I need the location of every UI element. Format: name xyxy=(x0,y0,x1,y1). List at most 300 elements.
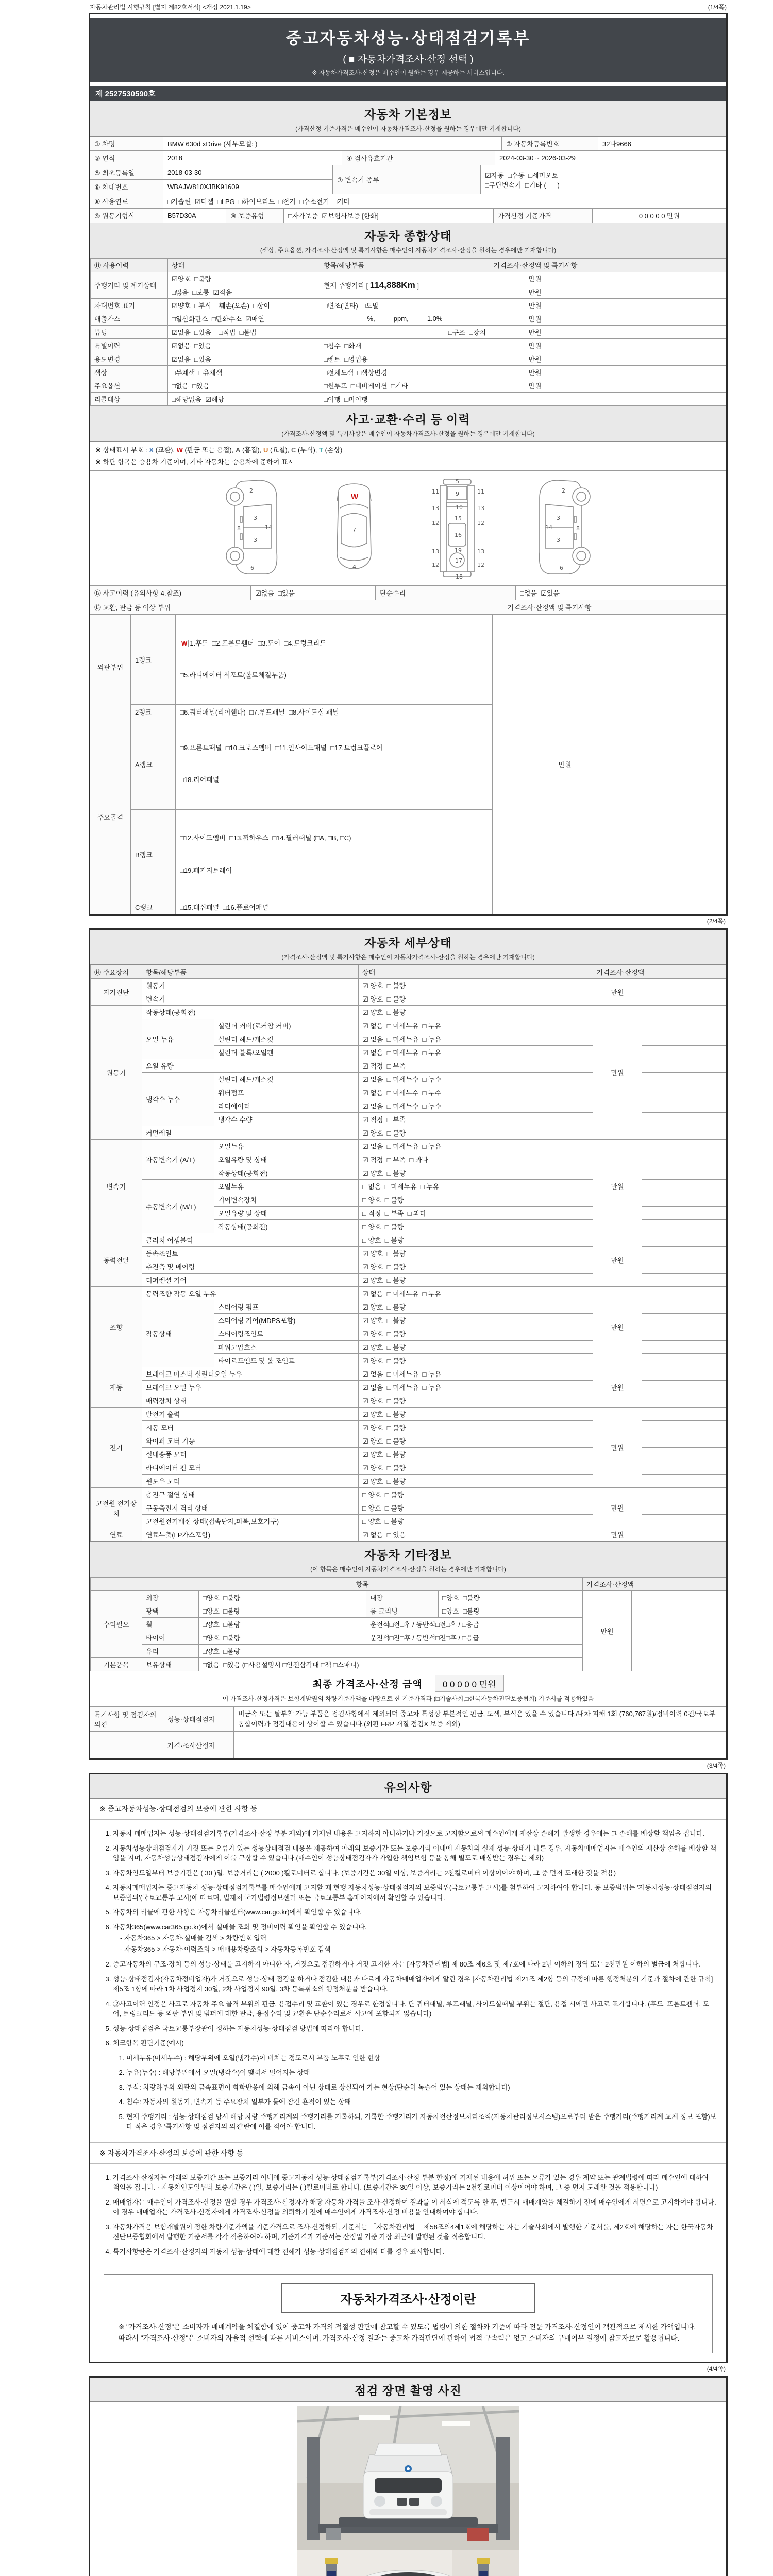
col-system: ⑭ 주요장치 xyxy=(91,965,142,979)
item-label: 구동축전지 격리 상태 xyxy=(142,1501,359,1515)
glass-label: 유리 xyxy=(142,1645,199,1658)
basic-info-subtitle: (가격산정 기준가격은 매수인이 자동차가격조사·산정을 원하는 경우에만 기재합니다) xyxy=(295,125,521,132)
part-number: 13 xyxy=(432,548,439,555)
car-damage-diagrams xyxy=(90,471,726,586)
table-header-row xyxy=(91,965,726,979)
color-label: 색상 xyxy=(91,366,168,379)
state-checkboxes: ☑ 없음 □ 있음 xyxy=(359,1528,593,1541)
item-label: 실린더 블록/오일팬 xyxy=(214,1046,359,1059)
rank-price-cell: 만원 xyxy=(492,615,637,914)
simple-repair-checkboxes: □없음 ☑있음 xyxy=(520,589,560,597)
rank-row xyxy=(90,719,492,914)
state-checkboxes: ☑ 양호 □ 불량 xyxy=(359,1274,593,1287)
price-cell: 만원 xyxy=(593,1488,642,1528)
notice-subitem: - 자동차365 > 자동차·실매물 검색 > 차량번호 입력 xyxy=(120,1934,267,1942)
part-number: 10 xyxy=(456,504,463,511)
document-note: ※ 자동차가격조사·산정은 매수인이 원하는 경우 제공하는 서비스입니다. xyxy=(312,69,505,76)
state-checkboxes: ☑ 양호 □ 불량 xyxy=(359,1434,593,1448)
legend-text: (부식), xyxy=(296,446,320,454)
document-title-band xyxy=(90,18,726,82)
diagram-note: ※ 하단 항목은 승용차 기준이며, 기타 자동차는 승용차에 준하여 표시 xyxy=(90,455,726,471)
reg-number-label: ② 자동차등록번호 xyxy=(502,137,598,150)
blank-cell xyxy=(642,1314,726,1327)
price-cell: 만원 xyxy=(593,979,642,1006)
blank-cell xyxy=(642,1394,726,1408)
price-cell: 만원 xyxy=(490,272,580,285)
special-notes-row-2 xyxy=(90,1732,726,1758)
photos-header xyxy=(90,2378,726,2402)
detail-state-header xyxy=(90,930,726,965)
rank1-items-line1: 1.후드 □2.프론트휀더 □3.도어 □4.트렁크리드 xyxy=(190,639,326,647)
item-label: 오일 유량 xyxy=(142,1059,359,1073)
item-label: 냉각수 수량 xyxy=(214,1113,359,1126)
criteria-list xyxy=(126,2053,717,2132)
criteria-item: 5. 현재 주행거리 : 성능·상태점검 당시 해당 차량 주행거리계의 주행거리를 기록하되, 기록한 주행거리가 자동차전산정보처리조직(자동차관리정보시스템)으로부터 받은 주행거리(주행거리계 교체 정보 포함)보다 적은 경우 '특기사항 및 점검자의 의견'란에 이를 적어야 합니다. xyxy=(126,2112,717,2132)
state-checkboxes: ☑ 양호 □ 불량 xyxy=(359,1327,593,1341)
item-label: 등속죠인트 xyxy=(142,1247,359,1260)
item-label: 발전기 출력 xyxy=(142,1408,359,1421)
notice-list-2 xyxy=(113,1959,717,2132)
tire-state: □양호 □불량 xyxy=(199,1631,366,1645)
holding-state-checkboxes: □없음 □있음 (□사용설명서 □안전삼각대 □잭 □스패너) xyxy=(199,1658,583,1671)
criteria-item: 2. 누유(누수) : 해당부위에서 오일(냉각수)이 맺혀서 떨어지는 상태 xyxy=(126,2067,717,2078)
detail-state-table xyxy=(90,965,726,1541)
part-number: 15 xyxy=(455,515,462,522)
item-label: 라디에이터 xyxy=(214,1099,359,1113)
accident-history-header xyxy=(90,406,726,442)
accident-flag-row xyxy=(90,586,726,600)
exchange-header-row xyxy=(90,600,726,615)
notice-item: 4. 자동차매매업자는 중고자동차 성능·상태점검기록부를 매수인에게 고지할 때 현행 자동차성능·상태점검자의 보증범위(국토교통부 고시)를 첨부하여 고지하여야 합니다. 동 보증범위는 '자동차성능·상태점검자의 보증범위'(국토교통부 고시)에 따르며, 법제처 국가법령정보센터 또는 국토교통부 홈페이지에서 확인할 수 있습니다. xyxy=(113,1883,717,1903)
part-number: 18 xyxy=(456,573,463,579)
item-label: 브레이크 마스터 실린더오일 누유 xyxy=(142,1367,359,1381)
part-number: 3 xyxy=(254,515,257,521)
emission-label: 배출가스 xyxy=(91,312,168,326)
table-row xyxy=(91,312,726,326)
frame-group-label: 주요골격 xyxy=(90,719,131,914)
blank-cell xyxy=(642,1073,726,1086)
item-label: 실린더 헤드/개스킷 xyxy=(214,1032,359,1046)
system-label: 제동 xyxy=(91,1367,142,1408)
state-checkboxes: ☑ 없음 □ 미세누유 □ 누유 xyxy=(359,1381,593,1394)
vin-label: ⑥ 차대번호 xyxy=(90,180,163,194)
state-checkboxes: ☑ 적정 □ 부족 xyxy=(359,1059,593,1073)
item-label: 오일누유 xyxy=(214,1140,359,1153)
blank-cell xyxy=(580,366,726,379)
part-number: 3 xyxy=(254,537,257,544)
model-year-label: ③ 연식 xyxy=(90,151,163,165)
photos-title: 점검 장면 촬영 사진 xyxy=(355,2384,462,2398)
item-label: 기어변속장치 xyxy=(214,1193,359,1207)
part-number: 12 xyxy=(477,562,484,568)
recall-label: 리콜대상 xyxy=(91,393,168,406)
basic-info-title: 자동차 기본정보 xyxy=(364,108,452,121)
part-number: 9 xyxy=(456,490,459,497)
table-row xyxy=(91,1140,726,1153)
blank-cell xyxy=(632,1591,726,1671)
item-label: 작동상태(공회전) xyxy=(214,1220,359,1233)
notice-header xyxy=(90,1774,726,1799)
tuning-item: □구조 □장치 xyxy=(320,326,490,339)
blank-cell xyxy=(580,352,726,366)
legend-text: ※ 상태표시 부호 : xyxy=(95,446,149,454)
blank-cell xyxy=(642,979,726,992)
transmission-label: ⑦ 변속기 종류 xyxy=(333,165,481,194)
inspector-label: 성능·상태점검자 xyxy=(163,1707,234,1731)
part-number: 5 xyxy=(456,478,459,485)
mileage-suffix: ] xyxy=(415,281,419,290)
part-number: 12 xyxy=(477,520,484,527)
tire-positions: 운전석□전□후 / 동반석□전□후 / □응급 xyxy=(366,1631,583,1645)
item-label: 변속기 xyxy=(142,992,359,1006)
special-history-item: □침수 □화재 xyxy=(320,339,490,352)
rankC-label: C랭크 xyxy=(131,900,176,914)
blank-cell xyxy=(642,1032,726,1046)
left-stack xyxy=(90,165,333,194)
state-checkboxes: ☑ 양호 □ 불량 xyxy=(359,1126,593,1140)
item-label: 커먼레일 xyxy=(142,1126,359,1140)
final-price-label: 최종 가격조사·산정 금액 xyxy=(312,1679,423,1690)
recall-item: □이행 □미이행 xyxy=(320,393,490,406)
state-checkboxes: ☑ 양호 □ 불량 xyxy=(359,1394,593,1408)
blank-cell xyxy=(642,1153,726,1166)
item-label: 원동기 xyxy=(142,979,359,992)
sub-group-label: 오일 누유 xyxy=(142,1019,214,1059)
state-checkboxes: ☑ 없음 □ 미세누유 □ 누유 xyxy=(359,1046,593,1059)
price-cell: 만원 xyxy=(490,326,580,339)
document-page xyxy=(89,0,728,2576)
special-history-state: ☑없음 □있음 xyxy=(168,339,320,352)
engine-type-value: B57D30A xyxy=(163,209,226,223)
notice-body-2 xyxy=(90,2164,726,2267)
criteria-item: 1. 미세누유(미세누수) : 해당부위에 오일(냉각수)이 비치는 정도로서 부품 노후로 인한 현상 xyxy=(126,2053,717,2063)
blank-cell xyxy=(580,285,726,299)
mileage-state-1: ☑양호 □불량 xyxy=(168,272,320,285)
table-row xyxy=(91,326,726,339)
blank-cell xyxy=(642,1327,726,1341)
price-cell: 만원 xyxy=(593,1140,642,1233)
part-number: 14 xyxy=(265,524,272,531)
options-item: □썬루프 □네비게이션 □기타 xyxy=(320,379,490,393)
page-marker-3: (3/4쪽) xyxy=(707,1762,726,1770)
part-number: 11 xyxy=(432,488,439,495)
holding-state-label: 보유상태 xyxy=(142,1658,199,1671)
basic-info-table xyxy=(90,137,726,223)
hood-weld-mark: W xyxy=(351,493,359,501)
model-year-value: 2018 xyxy=(163,151,342,165)
special-notes-row-1 xyxy=(90,1707,726,1732)
state-checkboxes: □ 양호 □ 불량 xyxy=(359,1488,593,1501)
table-row xyxy=(90,165,332,180)
state-checkboxes: ☑ 양호 □ 불량 xyxy=(359,1314,593,1327)
blank-cell xyxy=(642,1086,726,1099)
code-c: C xyxy=(291,446,296,454)
blank-cell xyxy=(642,1260,726,1274)
current-mileage xyxy=(320,272,490,299)
appraisal-definition-text: ※ "가격조사·산정"은 소비자가 매매계약을 체결함에 있어 중고차 가격의 적절성 판단에 참고할 수 있도록 법령에 의한 절차와 기준에 따라 전문 가격조사·산정인이 객관적으로 제시한 가액입니다. 따라서 "가격조사·산정"은 소비자의 자율적 선택에 따른 서비스이며, 가격조사·산정 결과는 중고차 가격판단에 관하여 법적 구속력은 없고 소비자의 구매여부 결정에 참고자료로 활용됩니다. xyxy=(119,2323,696,2342)
state-checkboxes: □ 양호 □ 불량 xyxy=(359,1501,593,1515)
appraiser-comment xyxy=(234,1732,726,1758)
final-price-value: 0 0 0 0 0 만원 xyxy=(435,1675,504,1692)
part-number: 14 xyxy=(545,524,552,531)
form-meta-line xyxy=(89,0,728,13)
rank-row xyxy=(131,719,492,809)
mileage-label: 주행거리 및 계기상태 xyxy=(91,272,168,299)
state-checkboxes: ☑ 적정 □ 부족 xyxy=(359,1113,593,1126)
item-label: 브레이크 오일 누유 xyxy=(142,1381,359,1394)
part-number: 2 xyxy=(249,487,253,494)
part-number: 13 xyxy=(477,505,484,512)
section-box-4 xyxy=(89,2376,728,2576)
code-t: T xyxy=(319,446,323,454)
blank-cell xyxy=(642,1501,726,1515)
state-checkboxes: ☑ 없음 □ 미세누유 □ 누유 xyxy=(359,1287,593,1300)
item-label: 실린더 커버(로커암 커버) xyxy=(214,1019,359,1032)
part-number: 8 xyxy=(237,525,241,532)
detail-state-subtitle: (가격조사·산정액 및 특기사항은 매수인이 자동차가격조사·산정을 원하는 경우에만 기재합니다) xyxy=(281,954,535,961)
rank-blank-cell xyxy=(637,615,726,914)
item-label: 실린더 헤드/개스킷 xyxy=(214,1073,359,1086)
table-row xyxy=(91,272,726,285)
rankB-label: B랭크 xyxy=(131,810,176,900)
part-number: 3 xyxy=(557,537,560,544)
part-number: 4 xyxy=(352,564,356,570)
usage-change-state: ☑없음 □있음 xyxy=(168,352,320,366)
item-label: 오일누유 xyxy=(214,1180,359,1193)
state-checkboxes: ☑ 없음 □ 미세누유 □ 누유 xyxy=(359,1140,593,1153)
table-header-row xyxy=(91,259,726,272)
basic-info-header xyxy=(90,101,726,137)
item-label: 연료누출(LP가스포함) xyxy=(142,1528,359,1541)
item-label: 스티어링 펌프 xyxy=(214,1300,359,1314)
price-cell: 만원 xyxy=(593,1528,642,1541)
table-row xyxy=(91,1528,726,1541)
overall-state-header xyxy=(90,223,726,258)
state-checkboxes: ☑ 양호 □ 불량 xyxy=(359,1341,593,1354)
appraisal-definition-title: 자동차가격조사·산정이란 xyxy=(281,2283,535,2313)
rank-row xyxy=(131,615,492,705)
table-row xyxy=(91,1591,726,1604)
polish-state: □양호 □불량 xyxy=(199,1604,366,1618)
reg-number-value: 32다9666 xyxy=(602,140,631,148)
other-info-table xyxy=(90,1577,726,1671)
rankC-items: □15.대쉬패널 □16.플로어패널 xyxy=(180,904,269,912)
blank-cell xyxy=(642,1180,726,1193)
price-notes-label: 가격조사·산정액 및 특기사항 xyxy=(503,600,726,614)
col-price: 가격조사·산정액 xyxy=(583,1578,726,1591)
legend-text: (교환), xyxy=(153,446,177,454)
state-checkboxes: □ 적정 □ 부족 □ 과다 xyxy=(359,1207,593,1220)
notice-item xyxy=(113,2038,717,2132)
divider xyxy=(90,14,726,18)
item-label: 라디에이터 팬 모터 xyxy=(142,1461,359,1475)
other-info-title: 자동차 기타정보 xyxy=(364,1548,452,1562)
room-cleaning-label: 룸 크리닝 xyxy=(366,1604,439,1618)
page-marker-2: (2/4쪽) xyxy=(707,918,726,925)
options-label: 주요옵션 xyxy=(91,379,168,393)
state-checkboxes: ☑ 양호 □ 불량 xyxy=(359,1354,593,1367)
state-checkboxes: □ 양호 □ 불량 xyxy=(359,1220,593,1233)
mileage-state-2: □많음 □보통 ☑적음 xyxy=(168,285,320,299)
state-checkboxes: ☑ 양호 □ 불량 xyxy=(359,1247,593,1260)
code-u: U xyxy=(263,446,268,454)
exterior-label: 외장 xyxy=(142,1591,199,1604)
final-price-note: 이 가격조사·산정가격은 보험개발원의 차량기준가액을 바탕으로 한 기준가격과 (□기술사회,□한국자동차진단보증협회) 기준서를 적용하였음 xyxy=(90,1693,726,1707)
emission-state: □일산화탄소 □탄화수소 ☑매연 xyxy=(168,312,320,326)
inspection-photos xyxy=(90,2402,726,2576)
state-checkboxes: ☑ 양호 □ 불량 xyxy=(359,1421,593,1434)
transmission-checkboxes xyxy=(481,165,726,194)
col-blank xyxy=(91,1578,142,1591)
accident-history-title: 사고·교환·수리 등 이력 xyxy=(346,413,470,426)
mileage-value: 114,888Km xyxy=(369,280,415,290)
wheel-label: 휠 xyxy=(142,1618,199,1631)
col-use-history: ⑪ 사용이력 xyxy=(91,259,168,272)
final-price-row xyxy=(90,1671,726,1693)
criteria-item: 3. 부식: 차량하부와 외판의 금속표면이 화학반응에 의해 금속이 아닌 상태로 상실되어 가는 현상(단순히 녹슬어 있는 상태는 제외합니다) xyxy=(126,2082,717,2093)
legend-text: (요철), xyxy=(268,446,291,454)
item-label: 배력장치 상태 xyxy=(142,1394,359,1408)
col-item-part: 항목/해당부품 xyxy=(320,259,490,272)
wheel-positions: 운전석□전□후 / 동반석□전□후 / □응급 xyxy=(366,1618,583,1631)
blank-cell xyxy=(642,1408,726,1421)
mileage-prefix: 현재 주행거리 [ xyxy=(324,281,370,290)
rankA-label: A랭크 xyxy=(131,719,176,809)
basic-items-label: 기본품목 xyxy=(91,1658,142,1671)
blank-cell xyxy=(642,1059,726,1073)
notice-section-1-title: ※ 중고자동차성능·상태점검의 보증에 관한 사항 등 xyxy=(90,1799,726,1820)
blank-cell xyxy=(642,1274,726,1287)
appraiser-label: 가격·조사산정자 xyxy=(163,1732,234,1758)
base-price-value: 0 0 0 0 0 만원 xyxy=(638,212,680,220)
document-number: 제 2527530590호 xyxy=(90,86,726,101)
color-item: □전체도색 □색상변경 xyxy=(320,366,490,379)
table-header-row xyxy=(91,1578,726,1591)
item-label: 동력조향 작동 오일 누유 xyxy=(142,1287,359,1300)
document-title: 중고자동차성능·상태점검기록부 xyxy=(285,29,531,47)
damage-code-legend xyxy=(90,442,726,455)
state-checkboxes: ☑ 없음 □ 미세누수 □ 누수 xyxy=(359,1073,593,1086)
tuning-state xyxy=(168,326,320,339)
overall-state-table xyxy=(90,258,726,406)
rank-table xyxy=(90,615,726,914)
interior-state: □양호 □불량 xyxy=(439,1591,583,1604)
notice-item: 4. ⑫사고이력 인정은 사고로 자동차 주요 골격 부위의 판금, 용접수리 및 교환이 있는 경우로 한정합니다. 단 쿼터패널, 루프패널, 사이드실패널 부위는 절단, 용접 시에만 사고로 표기합니다. (후드, 프론트펜더, 도어, 트렁크리드 등 외판 부위 및 범퍼에 대한 판금, 용접수리 및 교환은 단순수리로서 사고에 포함되지 않습니다) xyxy=(113,1999,717,2019)
glass-state: □양호 □불량 xyxy=(199,1645,583,1658)
recall-state: □해당없음 ☑해당 xyxy=(168,393,320,406)
state-checkboxes: ☑ 양호 □ 불량 xyxy=(359,1166,593,1180)
state-checkboxes: ☑ 양호 □ 불량 xyxy=(359,1300,593,1314)
blank-cell xyxy=(642,1421,726,1434)
panel-group-label: 외판부위 xyxy=(90,615,131,719)
price-cell: 만원 xyxy=(490,339,580,352)
price-cell: 만원 xyxy=(490,312,580,326)
state-checkboxes: □ 양호 □ 불량 xyxy=(359,1515,593,1528)
rank-row xyxy=(131,810,492,900)
blank-cell xyxy=(580,326,726,339)
notice-item xyxy=(113,1922,717,1955)
table-row xyxy=(91,1488,726,1501)
special-notes-label: 특기사항 및 점검자의 의견 xyxy=(90,1707,163,1731)
table-row xyxy=(91,1233,726,1247)
blank-cell xyxy=(580,339,726,352)
blank-cell xyxy=(642,1515,726,1528)
tuning-state-2: □적법 □불법 xyxy=(219,329,257,336)
table-row xyxy=(90,194,726,209)
code-x: X xyxy=(149,446,154,454)
notice-item: 2. 중고자동차의 구조·장치 등의 성능·상태를 고지하지 아니한 자, 거짓으로 점검하거나 거짓 고지한 자는 [자동차관리법] 제 80조 제6호 및 제7호에 따라 2년 이하의 징역 또는 2천만원 이하의 벌금에 처합니다. xyxy=(113,1959,717,1970)
tuning-label: 튜닝 xyxy=(91,326,168,339)
special-history-label: 특별이력 xyxy=(91,339,168,352)
rankB-items-line2: □19.패키지트레이 xyxy=(180,866,232,874)
section-box-2 xyxy=(89,928,728,1760)
state-checkboxes: ☑ 없음 □ 미세누유 □ 누유 xyxy=(359,1367,593,1381)
sub-group-label: 자동변속기 (A/T) xyxy=(142,1140,214,1180)
blank-cell xyxy=(642,1166,726,1180)
system-label: 동력전달 xyxy=(91,1233,142,1287)
other-info-header xyxy=(90,1541,726,1577)
criteria-item: 4. 침수: 자동차의 원동기, 변속기 등 주요장치 일부가 물에 잠긴 흔적이 있는 상태 xyxy=(126,2097,717,2107)
notice-item: 1. 가격조사·산정자는 아래의 보증기간 또는 보증거리 이내에 중고자동차 성능·상태점검기록부(가격조사·산정 부분 한정)에 기재된 내용에 허위 또는 오류가 있는 경우 계약 또는 관계법령에 따라 매수인에 대하여 책임을 집니다. · 자동차인도일부터 보증기간은 ( )일, 보증거리는 ( )킬로미터로 합니다. (보증기간은 30일 이상, 보증거리는 2천킬로미터 이상이어야 하며, 그 중 먼저 도래한 것을 적용합니다) xyxy=(113,2173,717,2193)
exchange-area-label: ⑬ 교환, 판금 등 이상 부위 xyxy=(90,600,503,614)
state-checkboxes: ☑ 없음 □ 미세누수 □ 누수 xyxy=(359,1099,593,1113)
accident-history-label: ⑫ 사고이력 (유의사항 4.참조) xyxy=(90,586,251,600)
notice-item: 5. 성능·상태점검은 국토교통부장관이 정하는 자동차성능·상태점검 방법에 따라야 합니다. xyxy=(113,2024,717,2034)
rankB-items-line1: □12.사이드멤버 □13.휠하우스 □14.필러패널 (□A, □B, □C) xyxy=(180,834,351,842)
price-cell: 만원 xyxy=(490,285,580,299)
notice-item: 2. 자동차성능상태점검자가 거짓 또는 오류가 있는 성능상태점검 내용을 제공하여 아래의 보증기간 또는 보증거리 이내에 자동차의 실제 성능·상태가 다른 경우, 자동차매매업자는 매수인의 재산상 손해를 배상할 책임을 지며, 자동차성능상태점검자에게 이를 구상할 수 있습니다.(매수인이 성능상태점검자가 가입한 책임보험 등을 통해 별도로 배상받는 경우는 제외) xyxy=(113,1843,717,1863)
item-label: 작동상태(공회전) xyxy=(142,1006,359,1019)
notice-item: 3. 자동차가격은 보험개발원이 정한 차량기준가액을 기준가격으로 조사·산정하되, 기준서는 「자동차관리법」 제58조의4제1호에 해당하는 자는 기술사회에서 발행한 기준서를, 제2호에 해당하는 자는 한국자동차진단보증협회에서 발행한 기준서를 각각 적용하여야 하며, 기준가격과 기준서는 산정일 기준 가장 최근에 발행된 것을 적용합니다. xyxy=(113,2222,717,2242)
page-marker-1: (1/4쪽) xyxy=(708,4,727,11)
rank-row xyxy=(90,615,492,719)
item-label: 추진축 및 베어링 xyxy=(142,1260,359,1274)
system-label: 연료 xyxy=(91,1528,142,1541)
blank-cell xyxy=(580,272,726,285)
section-box-3 xyxy=(89,1773,728,2363)
simple-repair-label: 단순수리 xyxy=(376,586,516,600)
item-label: 파워고압호스 xyxy=(214,1341,359,1354)
part-number: 7 xyxy=(352,527,356,533)
item-label: 클러치 어셈블리 xyxy=(142,1233,359,1247)
accident-history-checkboxes: ☑없음 □있음 xyxy=(251,586,376,600)
part-number: 12 xyxy=(432,562,439,568)
price-cell: 만원 xyxy=(593,1006,642,1140)
table-row xyxy=(91,1287,726,1300)
fuel-label: ⑧ 사용연료 xyxy=(90,194,163,208)
blank-cell xyxy=(642,1341,726,1354)
blank-cell xyxy=(642,1475,726,1488)
fuel-checkboxes: □가솔린 ☑디젤 □LPG □하이브리드 □전기 □수소전기 □기타 xyxy=(167,198,350,206)
interior-label: 내장 xyxy=(366,1591,439,1604)
part-number: 13 xyxy=(477,548,484,555)
sub-group-label: 냉각수 누수 xyxy=(142,1073,214,1126)
notice-item: 3. 자동차인도일부터 보증기간은 ( 30 )일, 보증거리는 ( 2000 )킬로미터로 합니다. (보증기간은 30일 이상, 보증거리는 2천킬로미터 이상이어야 하며, 그 중 먼저 도래한 것을 적용) xyxy=(113,1868,717,1878)
state-checkboxes: □ 양호 □ 불량 xyxy=(359,1233,593,1247)
inspection-valid-value: 2024-03-30 ~ 2026-03-29 xyxy=(499,154,576,162)
sub-group-label: 작동상태 xyxy=(142,1300,214,1367)
blank-cell xyxy=(642,1193,726,1207)
blank-cell xyxy=(642,1461,726,1475)
color-state: □무채색 □유채색 xyxy=(168,366,320,379)
inspector-comment: 비금속 또는 탈부착 가능 부품은 점검사항에서 제외되며 중고차 특성상 부분적인 판금, 도색, 부식은 있을 수 있습니다./내차 피해 1회 (760,767원)/정비이력 0건/국토부 통합이력과 점검내용이 상이할 수 있습니다.(외판 FRP 재질 점검X 보증 제외) xyxy=(238,1710,718,1728)
emission-values: %, ppm, 1.0% xyxy=(320,312,490,326)
blank-cell xyxy=(642,1367,726,1381)
transmission-options-2: □무단변속기 □기타 ( ) xyxy=(485,181,560,189)
blank-cell xyxy=(580,379,726,393)
part-number: 8 xyxy=(576,525,580,532)
blank-cell xyxy=(642,1300,726,1314)
